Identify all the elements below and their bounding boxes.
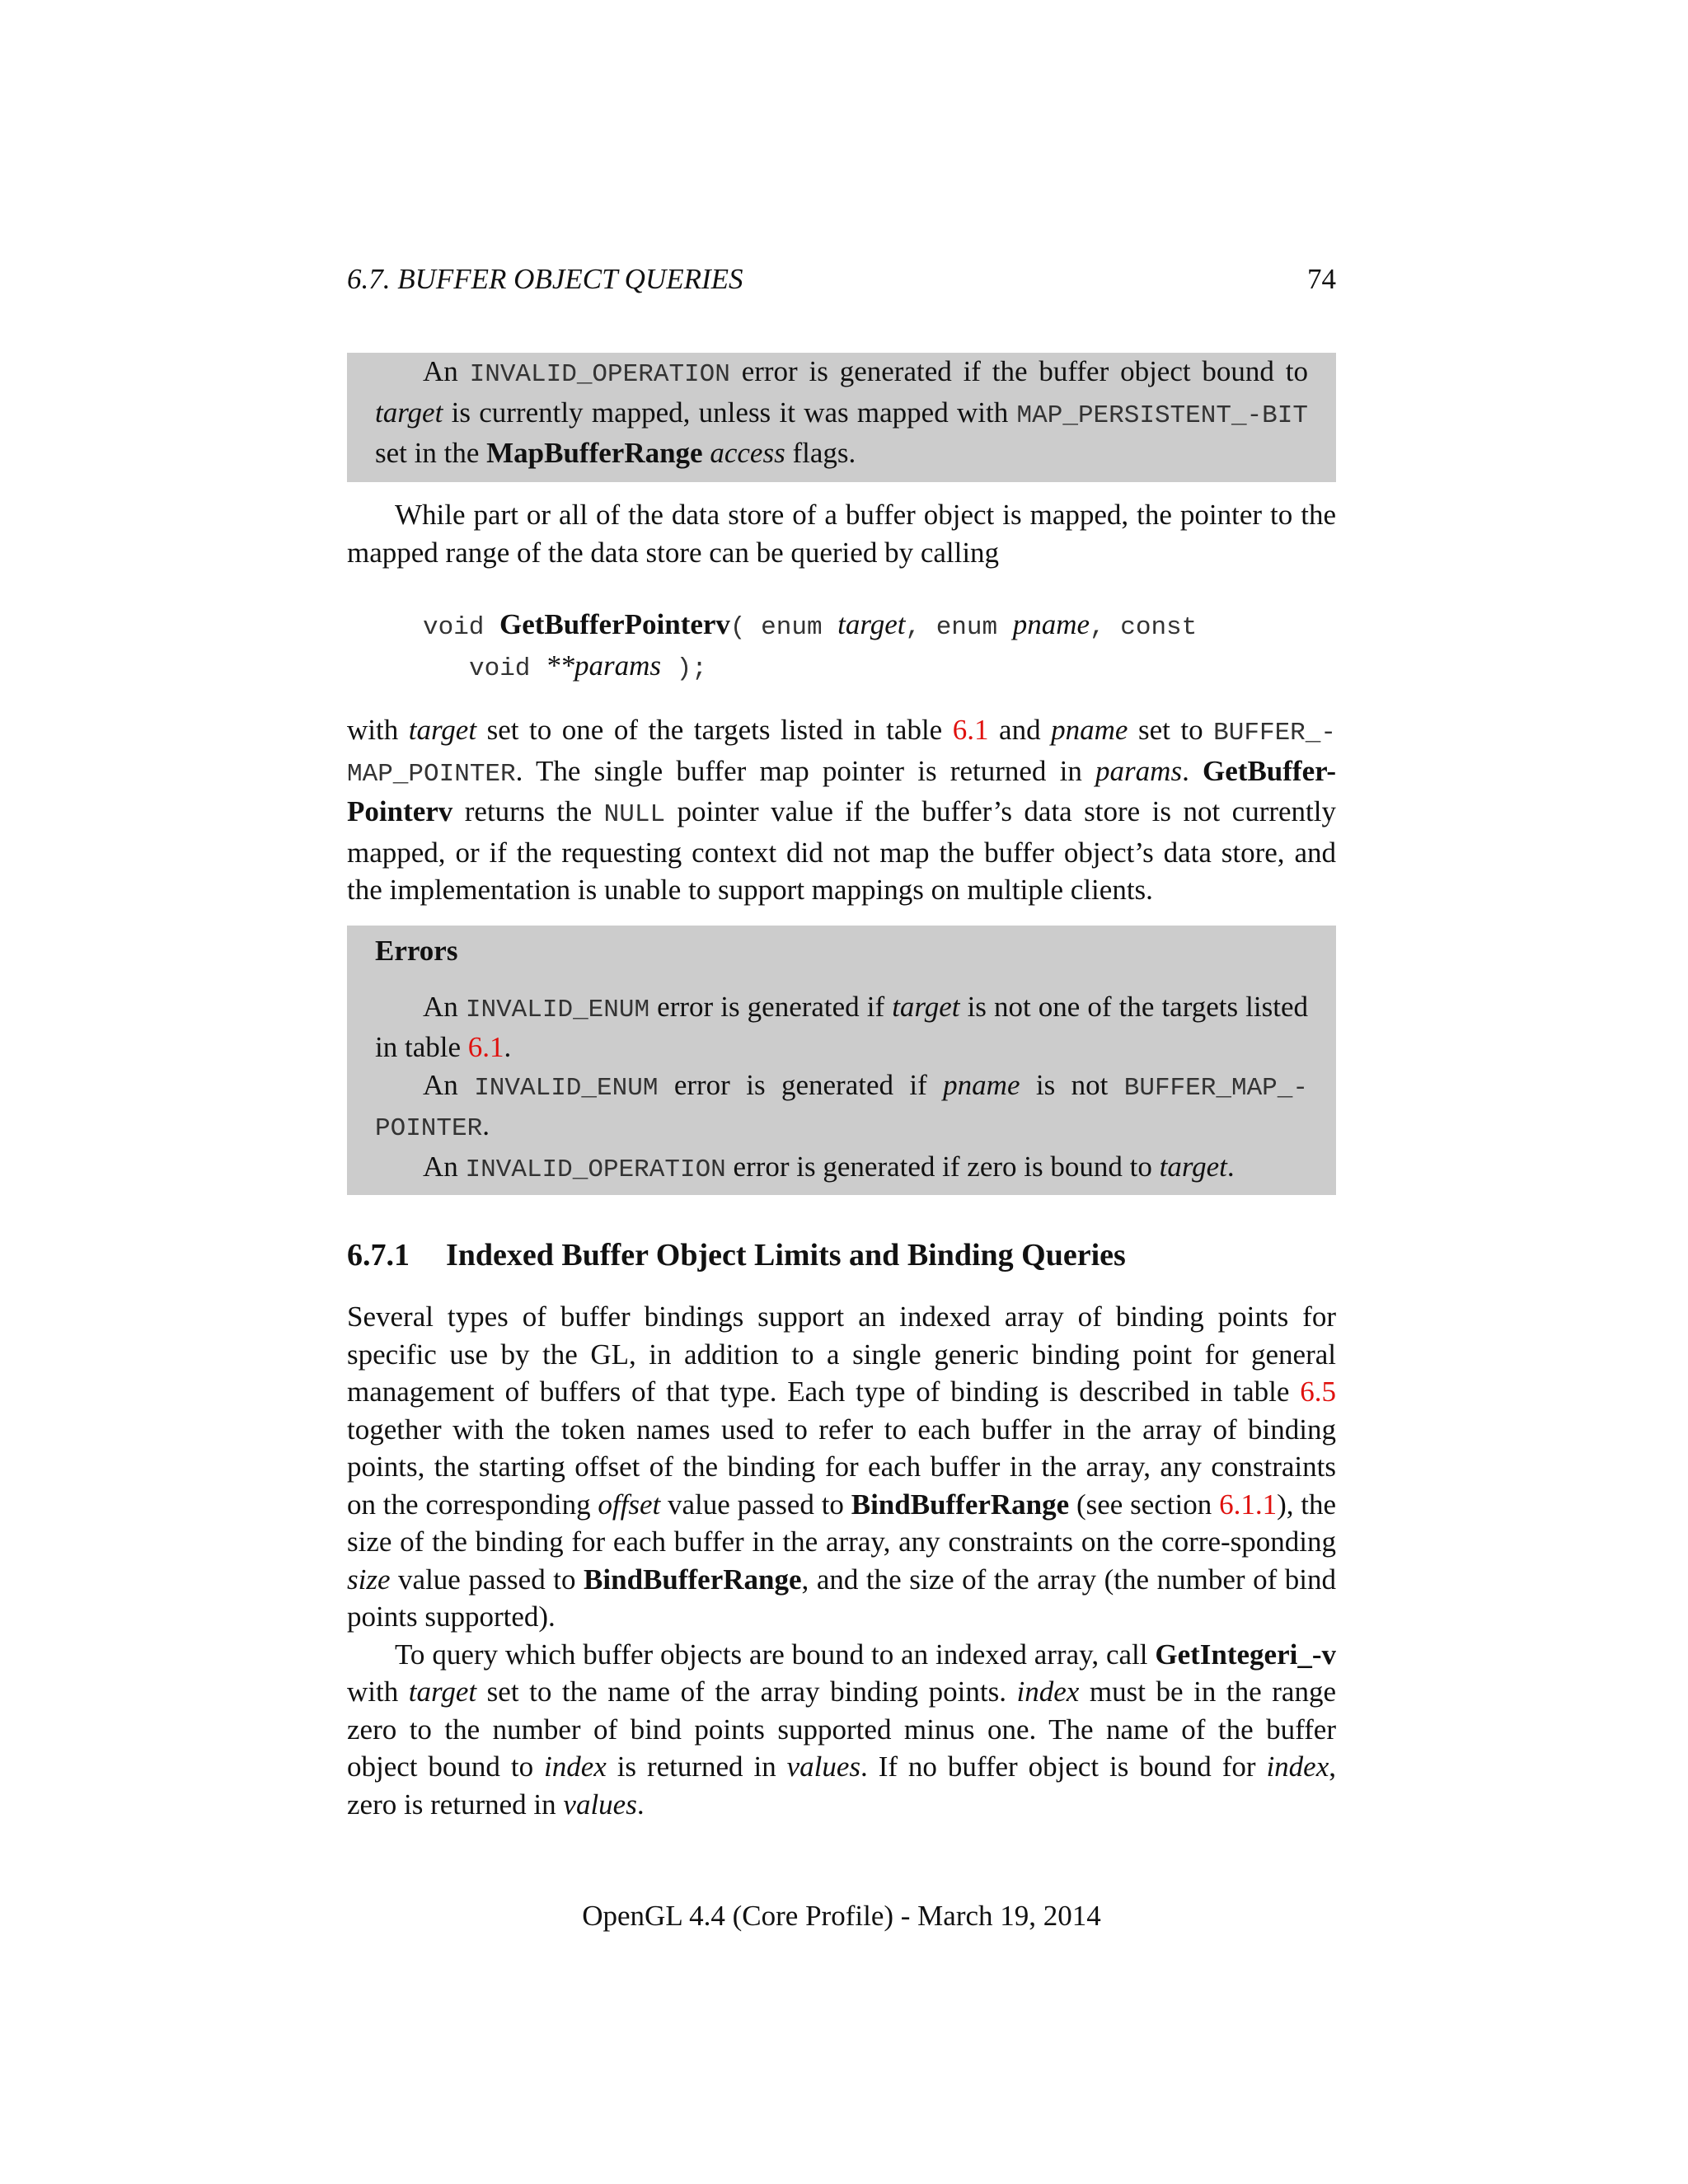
errors-box — [347, 926, 1336, 1195]
paragraph-mapped-pointer: While part or all of the data store of a buffer object is mapped, the pointer to the mapped range of the data store can be queried by calling — [347, 499, 1336, 569]
page-number: 74 — [1307, 263, 1336, 295]
table-ref-link[interactable]: 6.1 — [952, 714, 989, 746]
page-footer: OpenGL 4.4 (Core Profile) - March 19, 2014 — [582, 1900, 1101, 1932]
table-ref-link[interactable]: 6.5 — [1300, 1376, 1336, 1408]
section-heading — [347, 1237, 1336, 1275]
table-ref-link[interactable]: 6.1 — [467, 1031, 504, 1063]
error-note-text: An INVALID_OPERATION error is generated if the buffer object bound to target is currently mapped, unless it was mapped with MAP_PERSISTENT_-BIT set in the MapBufferRange access flags. — [375, 355, 1308, 469]
running-head — [347, 260, 1336, 298]
error-item: An INVALID_OPERATION error is generated if zero is bound to target. — [423, 1150, 1235, 1184]
function-prototype: void GetBufferPointerv( enum target, enum pname, const void **params ); — [423, 608, 1198, 683]
section-body — [347, 1298, 1336, 1823]
section-title: Indexed Buffer Object Limits and Binding Queries — [446, 1238, 1126, 1272]
section-ref-link[interactable]: 6.1.1 — [1219, 1488, 1278, 1521]
paragraph-pointer-description: with target set to one of the targets listed in table 6.1 and pname set to BUFFER_-MAP_POINTER. The single buffer map pointer is returned in params. GetBuffer-Pointerv returns the NULL pointer value if the buffer’s data store is not currently mapped, or if the requesting context did not map the buffer object’s data store, and the implementation is unable to support mappings on multiple clients. — [347, 714, 1336, 906]
section-number: 6.7.1 — [347, 1238, 410, 1272]
error-item: An INVALID_ENUM error is generated if target is not one of the targets listed in table 6.1. — [375, 990, 1309, 1063]
paragraph-indexed-bindings: Several types of buffer bindings support an indexed array of binding points for specific use by the GL, in addition to a single generic binding point for general management of buffers of that type. Each type of binding is described in table 6.5 together with the token names used to refer to each buffer in the array of binding points, the starting offset of the binding for each buffer in the array, any constraints on the corresponding offset value passed to BindBufferRange (see section 6.1.1), the size of the binding for each buffer in the array, any constraints on the corre-sponding size value passed to BindBufferRange, and the size of the array (the number of bind points supported). — [347, 1301, 1337, 1633]
paragraph-query-bindings: To query which buffer objects are bound to an indexed array, call GetIntegeri_-v with target set to the name of the array binding points. index must be in the range zero to the number of bind points supported minus one. The name of the buffer object bound to index is returned in values. If no buffer object is bound for index, zero is returned in values. — [347, 1638, 1336, 1821]
error-note-box — [347, 353, 1336, 482]
section-header: 6.7. BUFFER OBJECT QUERIES — [347, 263, 743, 295]
error-item: An INVALID_ENUM error is generated if pname is not BUFFER_MAP_-POINTER. — [375, 1068, 1308, 1143]
errors-heading: Errors — [375, 935, 458, 967]
